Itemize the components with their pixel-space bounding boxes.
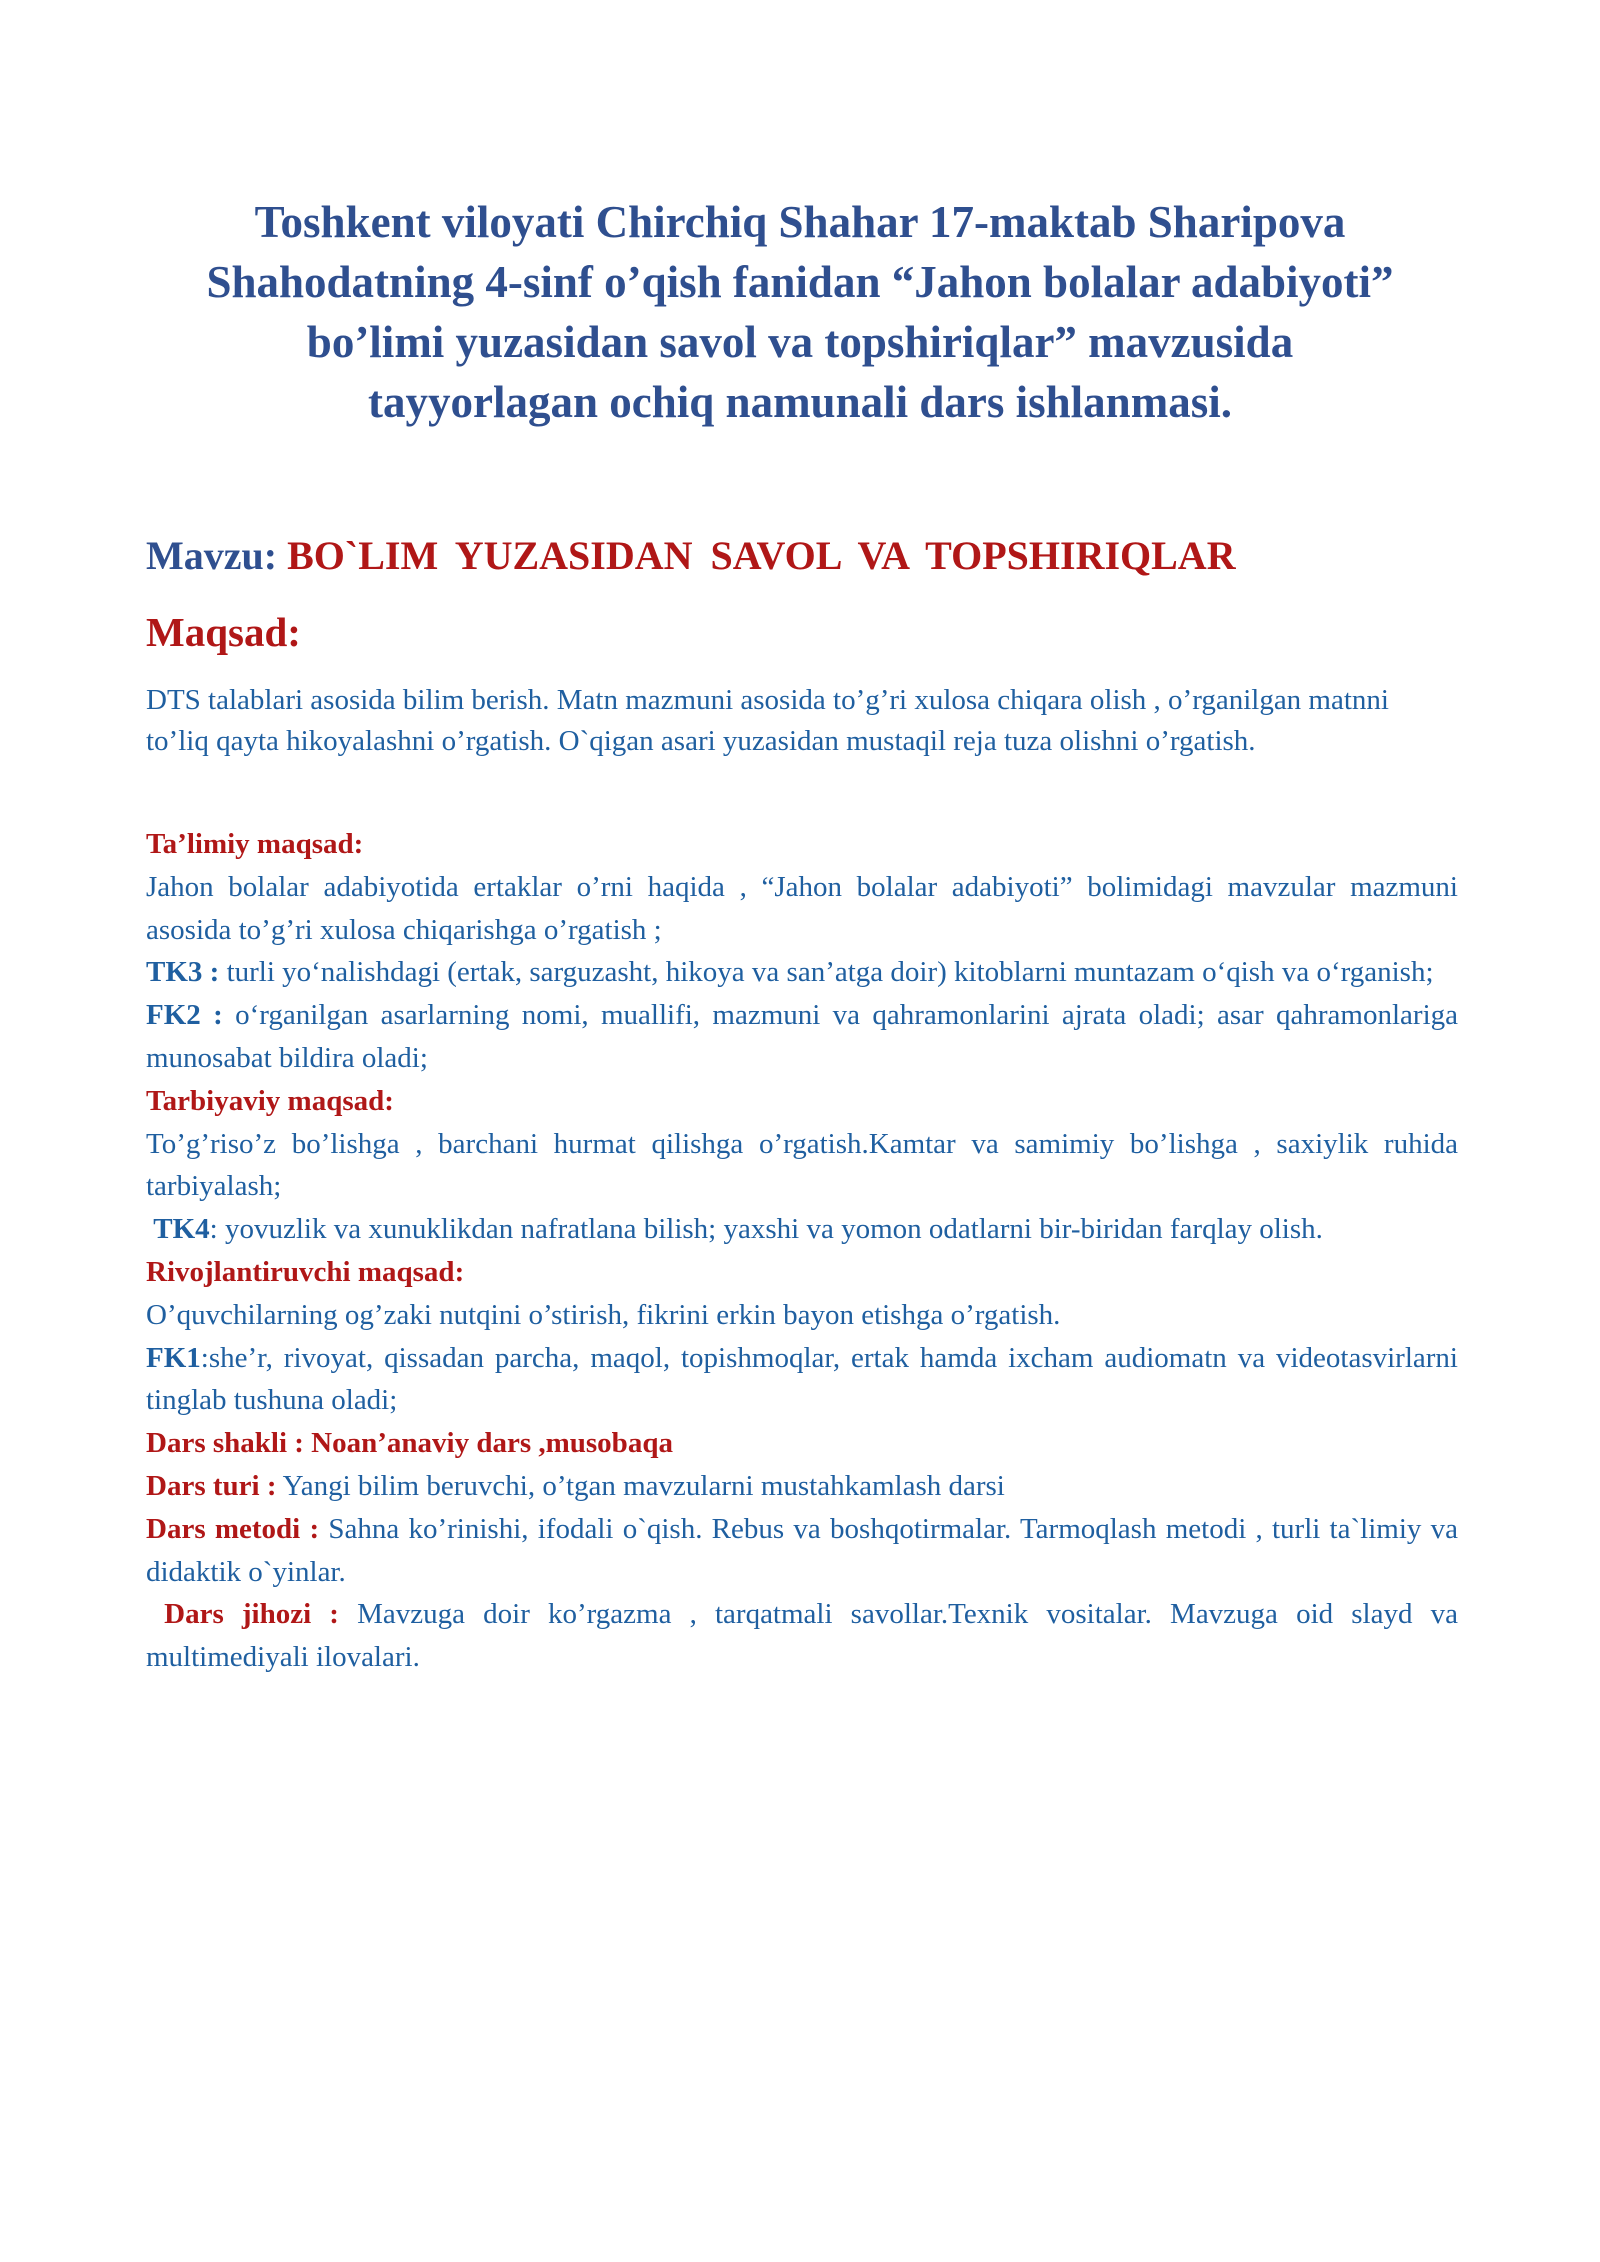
- lesson-equipment: [146, 1593, 1458, 1679]
- educational-text: Jahon bolalar adabiyotida ertaklar o’rni haqida , “Jahon bolalar adabiyoti” bolimidagi mavzular mazmuni asosida to’g’ri xulosa chiqarishga o’rgatish ;: [146, 870, 1458, 946]
- developmental-text: O’quvchilarning og’zaki nutqini o’stirish, fikrini erkin bayon etishga o’rgatish.: [146, 1298, 1061, 1331]
- upbringing-heading: [146, 1080, 1458, 1123]
- title-line: bo’limi yuzasidan savol va topshiriqlar” mavzusida: [306, 317, 1294, 367]
- lesson-form-label: Dars shakli : Noan’anaviy dars ,musobaqa: [146, 1427, 673, 1460]
- title-line: Toshkent viloyati Chirchiq Shahar 17-maktab Sharipova: [254, 197, 1346, 247]
- topic-label: Mavzu:: [146, 533, 288, 578]
- document-title: [150, 192, 1450, 432]
- tk3-label: TK3 :: [146, 956, 220, 989]
- fk1-text: :she’r, rivoyat, qissadan parcha, maqol, topishmoqlar, ertak hamda ixcham audiomatn va videotasvirlarni tinglab tushuna oladi;: [146, 1341, 1458, 1417]
- fk2-label: FK2 :: [146, 999, 223, 1032]
- lesson-details: [146, 823, 1458, 1679]
- educational-heading-label: Ta’limiy maqsad:: [146, 828, 364, 860]
- tk4-label: TK4: [153, 1213, 210, 1246]
- lesson-equipment-text: Mavzuga doir ko’rgazma , tarqatmali savollar.Texnik vositalar. Mavzuga oid slayd va multimediyali ilovalari.: [146, 1598, 1458, 1674]
- lesson-method-label: Dars metodi :: [146, 1512, 320, 1545]
- fk2-paragraph: [146, 994, 1458, 1080]
- goal-heading: Maqsad:: [146, 609, 301, 655]
- fk2-text: o‘rganilgan asarlarning nomi, muallifi, mazmuni va qahramonlarini ajrata oladi; asar qahramonlariga munosabat bildira oladi;: [146, 999, 1458, 1074]
- lesson-type: [146, 1465, 1458, 1508]
- upbringing-heading-label: Tarbiyaviy maqsad:: [146, 1084, 394, 1117]
- topic-value: BO`LIM YUZASIDAN SAVOL VA TOPSHIRIQLAR: [287, 533, 1236, 578]
- title-line: tayyorlagan ochiq namunali dars ishlanmasi.: [368, 377, 1232, 427]
- lesson-method-text: Sahna ko’rinishi, ifodali o`qish. Rebus va boshqotirmalar. Tarmoqlash metodi , turli ta`limiy va didaktik o`yinlar.: [146, 1512, 1458, 1588]
- tk3-paragraph: [146, 951, 1458, 994]
- tk4-text: : yovuzlik va xunuklikdan nafratlana bilish; yaxshi va yomon odatlarni bir-biridan farqlay olish.: [209, 1213, 1323, 1246]
- developmental-heading-label: Rivojlantiruvchi maqsad:: [146, 1255, 465, 1288]
- developmental-heading: [146, 1251, 1458, 1294]
- goal-text: DTS talablari asosida bilim berish. Matn mazmuni asosida to’g’ri xulosa chiqara olish , o’rganilgan matnni to’liq qayta hikoyalashni o’rgatish. O`qigan asari yuzasidan mustaqil reja tuza olishni o’rgatish.: [146, 684, 1389, 757]
- upbringing-text: To’g’riso’z bo’lishga , barchani hurmat qilishga o’rgatish.Kamtar va samimiy bo’lishga , saxiylik ruhida tarbiyalash;: [146, 1127, 1458, 1203]
- lesson-equipment-label: Dars jihozi :: [164, 1598, 339, 1631]
- fk1-paragraph: [146, 1337, 1458, 1423]
- tk3-text: turli yo‘nalishdagi (ertak, sarguzasht, hikoya va san’atga doir) kitoblarni muntazam o‘qish va o‘rganish;: [219, 956, 1434, 989]
- lesson-type-label: Dars turi :: [146, 1469, 277, 1502]
- topic-line: [146, 530, 1236, 582]
- educational-heading: [146, 823, 1458, 866]
- title-line: Shahodatning 4-sinf o’qish fanidan “Jahon bolalar adabiyoti”: [206, 257, 1394, 307]
- lesson-type-text: Yangi bilim beruvchi, o’tgan mavzularni mustahkamlash darsi: [276, 1469, 1005, 1502]
- tk4-paragraph: [146, 1208, 1458, 1251]
- fk1-label: FK1: [146, 1341, 201, 1374]
- lesson-method: [146, 1508, 1458, 1594]
- lesson-form: [146, 1422, 1458, 1465]
